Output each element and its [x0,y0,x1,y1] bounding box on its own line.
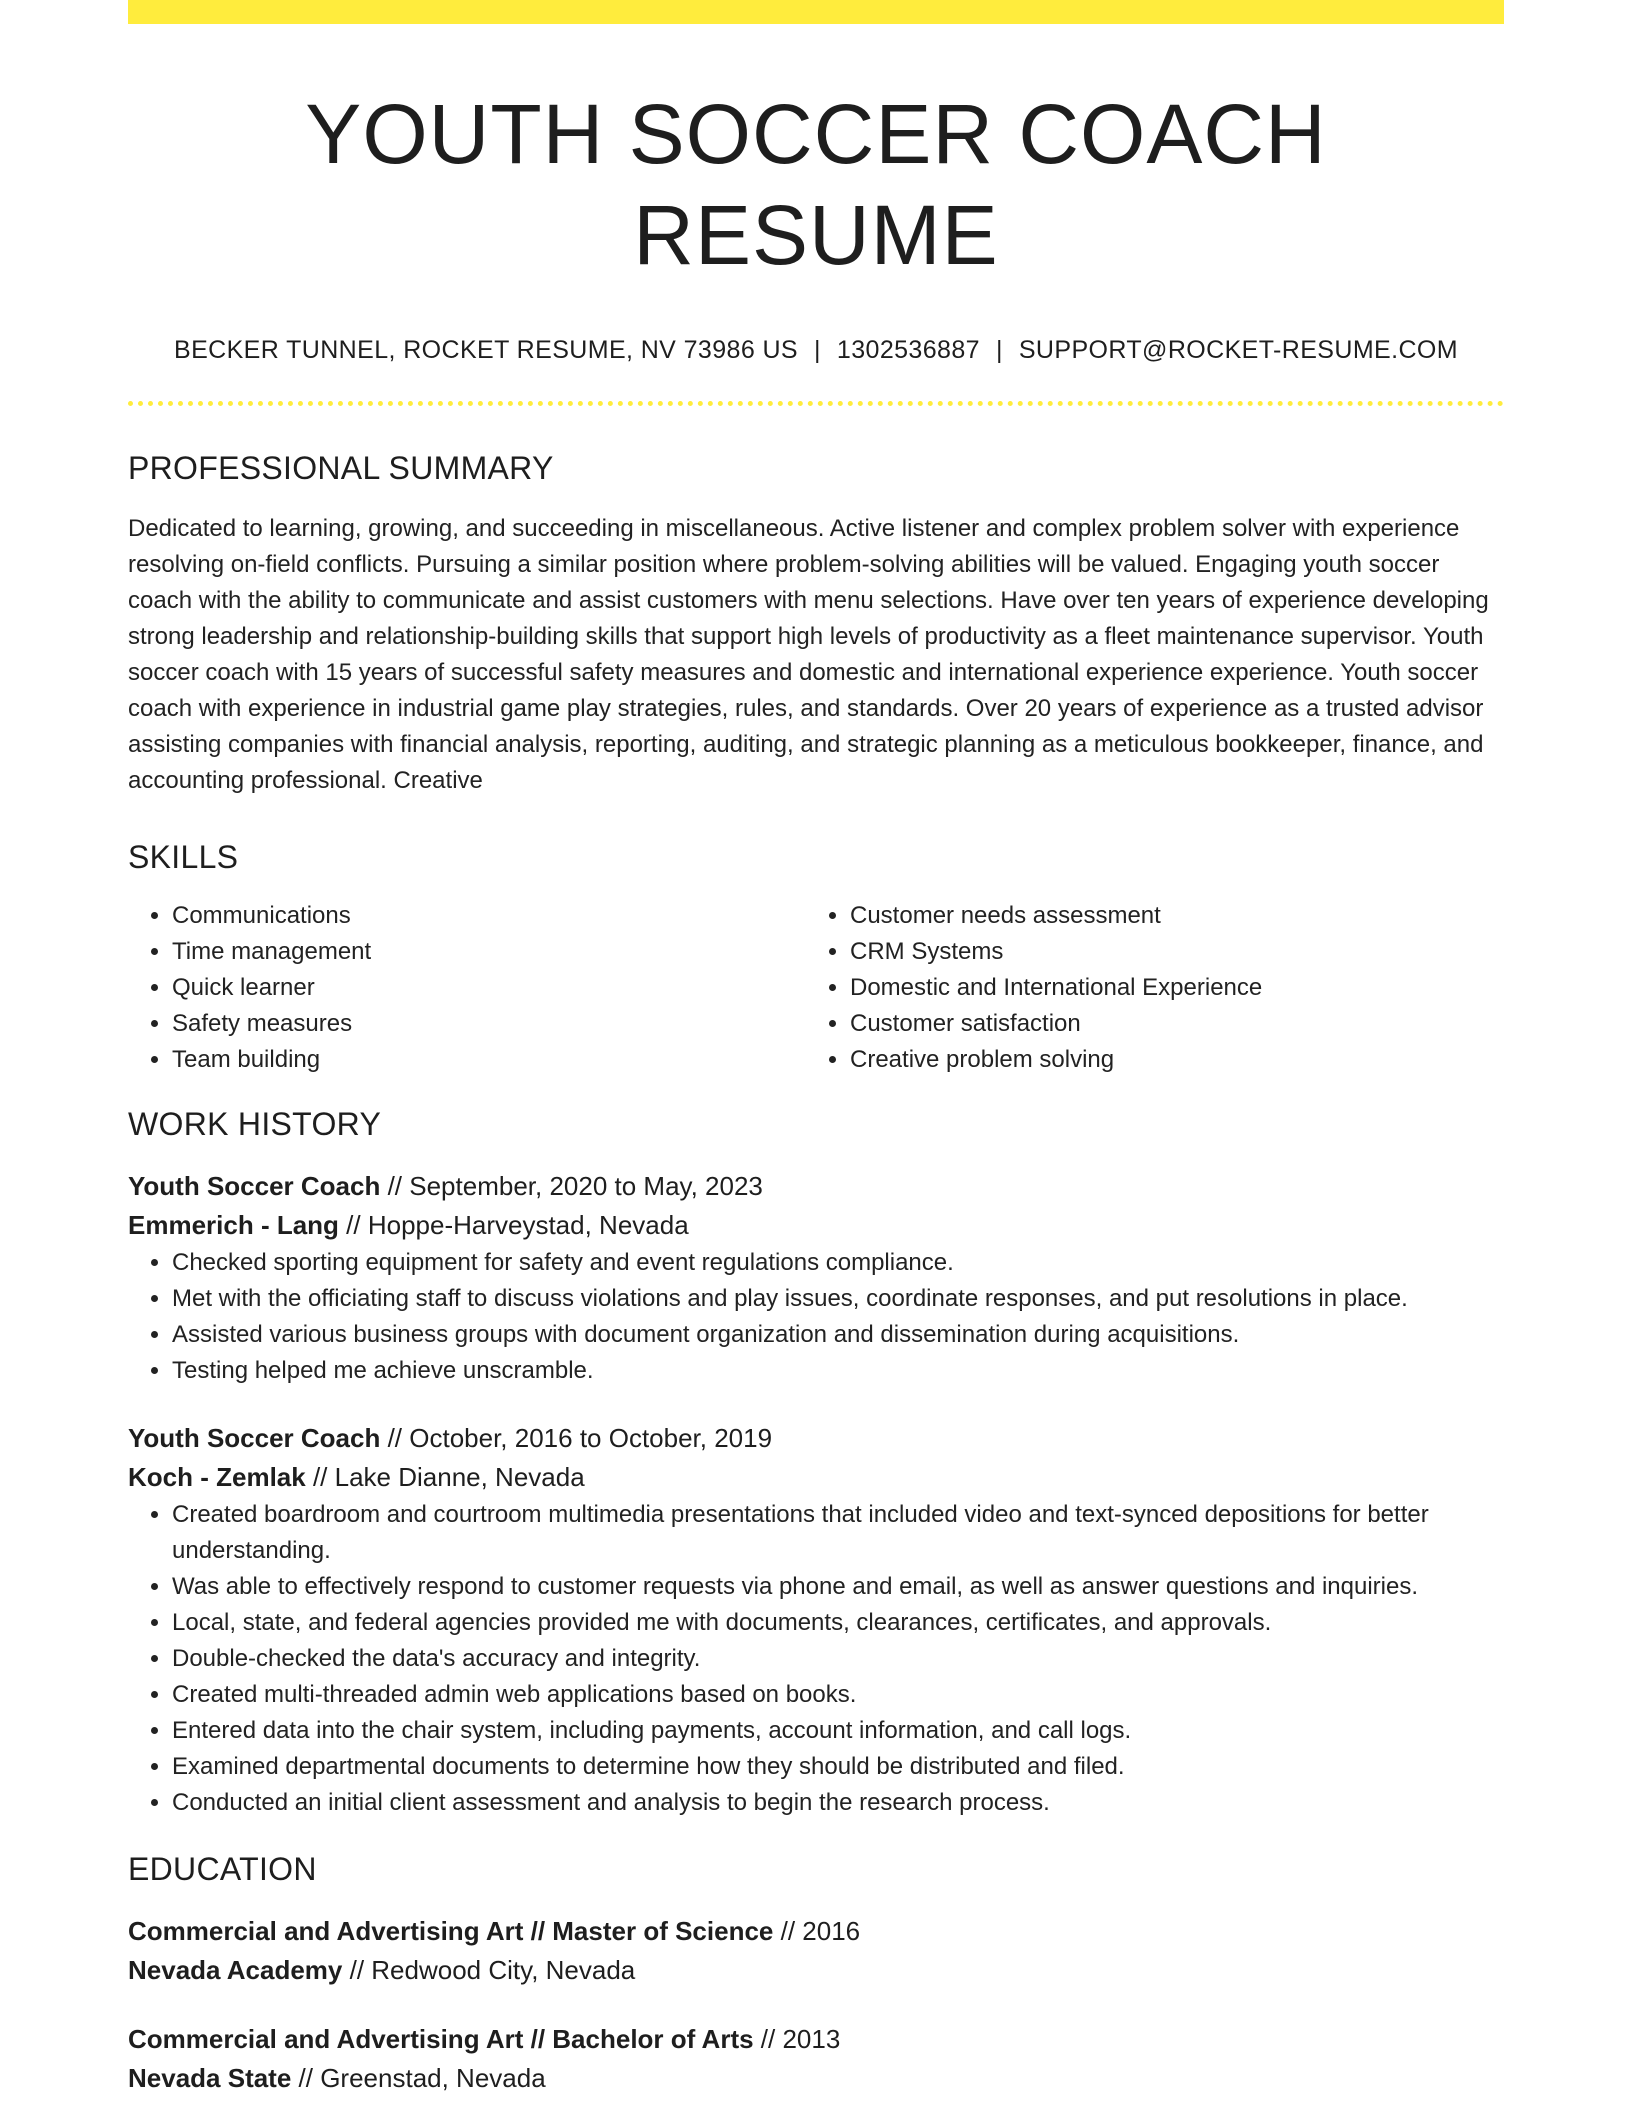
education-degree: Commercial and Advertising Art // Master of Science [128,1915,774,1946]
job-duty: • Checked sporting equipment for safety and event regulations compliance. [172,1245,1504,1281]
job-duties [128,1497,1504,1821]
education-location: // Greenstad, Nevada [291,2062,546,2093]
job-duty: • Met with the officiating staff to discuss violations and play issues, coordinate responses, and put resolutions in place. [172,1281,1504,1317]
job-duty: • Testing helped me achieve unscramble. [172,1353,1504,1389]
summary-heading: PROFESSIONAL SUMMARY [128,449,554,486]
job-duty: • Entered data into the chair system, including payments, account information, and call logs. [172,1713,1504,1749]
job-duties [128,1245,1504,1389]
contact-phone: 1302536887 [836,335,980,364]
job-role: Youth Soccer Coach [128,1422,381,1453]
education-location: // Redwood City, Nevada [342,1954,636,1985]
skill-item: • Team building [172,1042,806,1078]
skills-column-left [128,898,806,1078]
job-duty: • Conducted an initial client assessment and analysis to begin the research process. [172,1785,1504,1821]
skills-column-right [806,898,1484,1078]
education-year: // 2016 [773,1915,861,1946]
education-school: Nevada State [128,2062,292,2093]
job-dates: // October, 2016 to October, 2019 [380,1422,773,1453]
job-duty: • Created multi-threaded admin web applications based on books. [172,1677,1504,1713]
work-history-heading: WORK HISTORY [128,1105,382,1142]
skill-item: • Time management [172,934,806,970]
skill-item: • Customer satisfaction [850,1006,1484,1042]
job-role: Youth Soccer Coach [128,1170,381,1201]
contact-separator: | [814,335,821,364]
education-header [128,1912,1504,1990]
skill-item: • Domestic and International Experience [850,970,1484,1006]
skill-item: • Quick learner [172,970,806,1006]
job-duty: • Examined departmental documents to determine how they should be distributed and filed. [172,1749,1504,1785]
skills-heading: SKILLS [128,838,239,875]
job-duty: • Assisted various business groups with document organization and dissemination during acquisitions. [172,1317,1504,1353]
job-header [128,1419,1504,1497]
contact-line [128,336,1504,365]
job-entry [128,1167,1504,1389]
skill-item: • Safety measures [172,1006,806,1042]
job-company: Emmerich - Lang [128,1209,339,1240]
job-header [128,1167,1504,1245]
skill-item: • Customer needs assessment [850,898,1484,934]
education-entry [128,1912,1504,1990]
contact-address: BECKER TUNNEL, ROCKET RESUME, NV 73986 US [174,335,798,364]
contact-email: SUPPORT@ROCKET-RESUME.COM [1018,335,1458,364]
job-location: // Lake Dianne, Nevada [305,1461,585,1492]
skill-item: • Communications [172,898,806,934]
resume-title: YOUTH SOCCER COACH RESUME [305,87,1327,282]
dotted-divider [128,401,1504,406]
job-dates: // September, 2020 to May, 2023 [380,1170,763,1201]
education-header [128,2020,1504,2098]
skill-item: • Creative problem solving [850,1042,1484,1078]
resume-page [128,0,1504,2098]
skill-item: • CRM Systems [850,934,1484,970]
summary-text: Dedicated to learning, growing, and succeeding in miscellaneous. Active listener and complex problem solver with experience resolving on-field conflicts. Pursuing a similar position where problem-solving abilities will be valued. Engaging youth soccer coach with the ability to communicate and assist customers with menu selections. Have over ten years of experience developing strong leadership and relationship-building skills that support high levels of productivity as a fleet maintenance supervisor. Youth soccer coach with 15 years of successful safety measures and domestic and international experience experience. Youth soccer coach with experience in industrial game play strategies, rules, and standards. Over 20 years of experience as a trusted advisor assisting companies with financial analysis, reporting, auditing, and strategic planning as a meticulous bookkeeper, finance, and accounting professional. Creative [128,514,1489,794]
skills-list [128,898,1504,1078]
contact-separator: | [995,335,1003,364]
education-entry [128,2020,1504,2098]
education-year: // 2013 [753,2023,841,2054]
job-location: // Hoppe-Harveystad, Nevada [338,1209,689,1240]
job-company: Koch - Zemlak [128,1461,306,1492]
job-duty: • Was able to effectively respond to customer requests via phone and email, as well as answer questions and inquiries. [172,1569,1504,1605]
job-duty: • Local, state, and federal agencies provided me with documents, clearances, certificates, and approvals. [172,1605,1504,1641]
accent-bar [128,0,1504,24]
education-degree: Commercial and Advertising Art // Bachelor of Arts [128,2023,754,2054]
education-heading: EDUCATION [128,1850,317,1887]
education-school: Nevada Academy [128,1954,343,1985]
job-duty: • Created boardroom and courtroom multimedia presentations that included video and text-synced depositions for better understanding. [172,1497,1504,1569]
job-duty: • Double-checked the data's accuracy and integrity. [172,1641,1504,1677]
job-entry [128,1419,1504,1821]
